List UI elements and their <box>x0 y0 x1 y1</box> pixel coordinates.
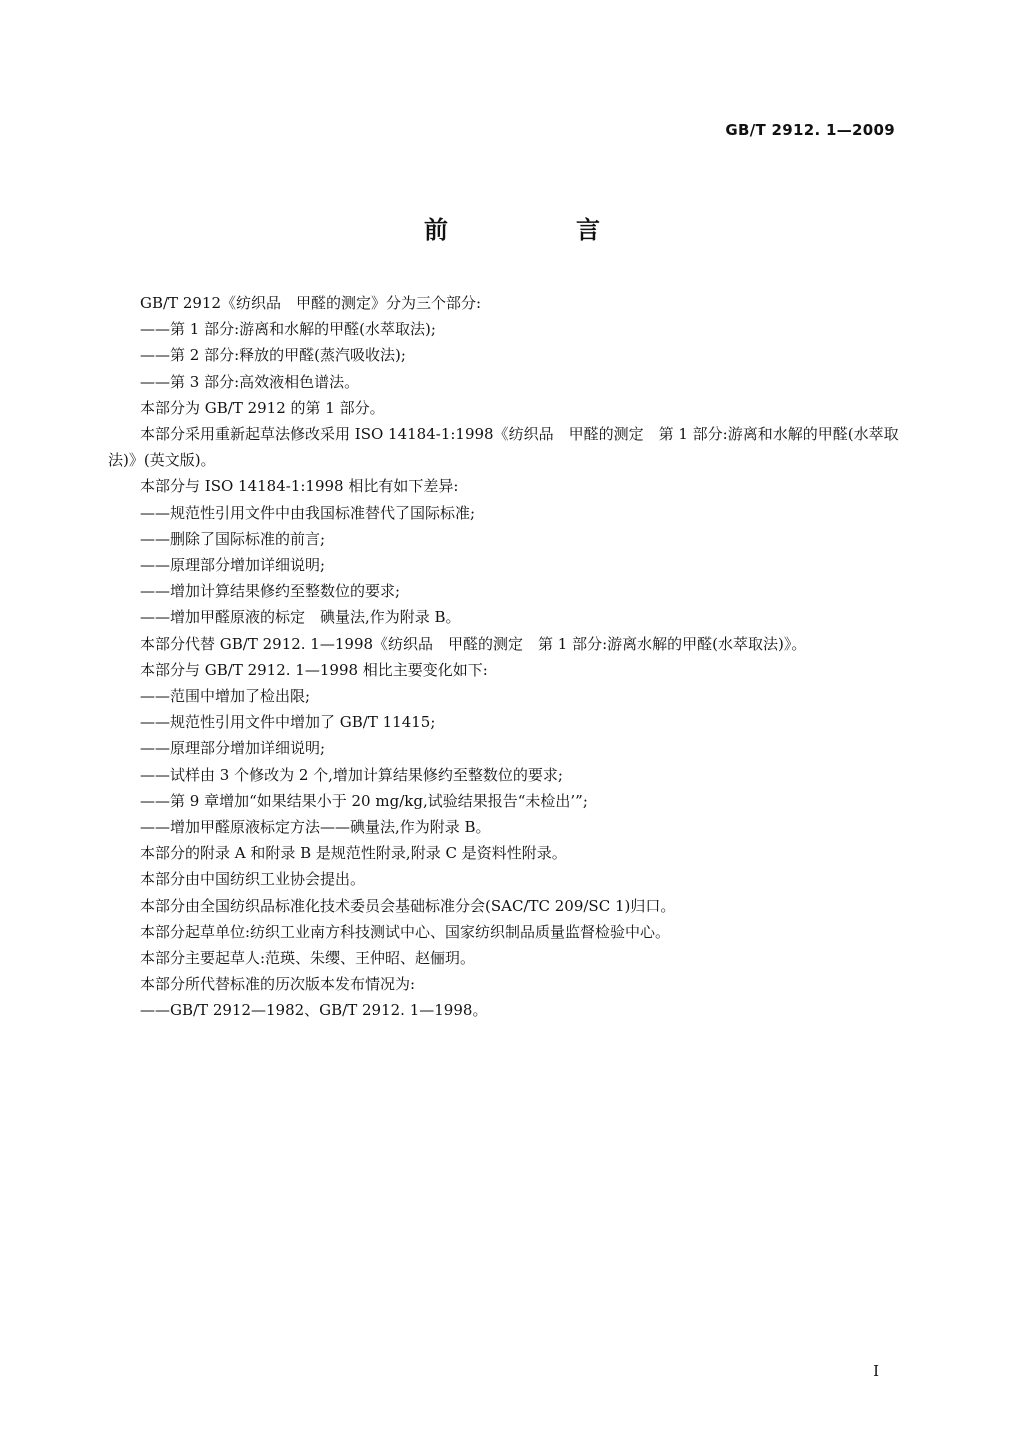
list-item: ——范围中增加了检出限; <box>140 687 311 706</box>
paragraph: 本部分主要起草人:范瑛、朱缨、王仲昭、赵俪玥。 <box>140 949 476 968</box>
list-item: ——规范性引用文件中增加了 GB/T 11415; <box>140 713 436 732</box>
page-title: 前 言 <box>424 216 652 244</box>
list-item: ——增加计算结果修约至整数位的要求; <box>140 582 401 601</box>
paragraph: 本部分由全国纺织品标准化技术委员会基础标准分会(SAC/TC 209/SC 1)归口。 <box>140 896 676 915</box>
paragraph: 本部分代替 GB/T 2912. 1—1998《纺织品 甲醛的测定 第 1 部分:游离水解的甲醛(水萃取法)》。 <box>140 634 807 653</box>
paragraph: 本部分所代替标准的历次版本发布情况为: <box>140 975 416 994</box>
list-item: ——试样由 3 个修改为 2 个,增加计算结果修约至整数位的要求; <box>140 765 563 784</box>
list-item: ——原理部分增加详细说明; <box>140 739 326 758</box>
page-number: I <box>873 1362 879 1380</box>
list-item: ——第 3 部分:高效液相色谱法。 <box>140 372 360 391</box>
list-item: ——原理部分增加详细说明; <box>140 556 326 575</box>
paragraph: 本部分起草单位:纺织工业南方科技测试中心、国家纺织制品质量监督检验中心。 <box>140 922 671 941</box>
list-item: ——第 9 章增加“如果结果小于 20 mg/kg,试验结果报告“未检出’”; <box>140 791 588 810</box>
paragraph: 本部分由中国纺织工业协会提出。 <box>140 870 366 889</box>
paragraph: 本部分与 GB/T 2912. 1—1998 相比主要变化如下: <box>140 660 488 679</box>
list-item: ——删除了国际标准的前言; <box>140 529 326 548</box>
standard-code: GB/T 2912. 1—2009 <box>725 121 895 139</box>
list-item: ——第 1 部分:游离和水解的甲醛(水萃取法); <box>140 320 436 339</box>
list-item: ——GB/T 2912—1982、GB/T 2912. 1—1998。 <box>140 1001 488 1020</box>
list-item: ——增加甲醛原液的标定 碘量法,作为附录 B。 <box>140 608 461 627</box>
paragraph: 本部分为 GB/T 2912 的第 1 部分。 <box>140 398 385 417</box>
paragraph: GB/T 2912《纺织品 甲醛的测定》分为三个部分: <box>140 294 482 312</box>
paragraph: 本部分的附录 A 和附录 B 是规范性附录,附录 C 是资料性附录。 <box>140 844 567 863</box>
paragraph: 本部分与 ISO 14184-1:1998 相比有如下差异: <box>140 477 459 496</box>
foreword-body <box>108 290 908 1024</box>
list-item: ——第 2 部分:释放的甲醛(蒸汽吸收法); <box>140 346 406 365</box>
list-item: ——规范性引用文件中由我国标准替代了国际标准; <box>140 503 476 522</box>
list-item: ——增加甲醛原液标定方法——碘量法,作为附录 B。 <box>140 818 491 837</box>
paragraph: 本部分采用重新起草法修改采用 ISO 14184-1:1998《纺织品 甲醛的测定 第 1 部分:游离和水解的甲醛(水萃取法)》(英文版)。 <box>108 425 899 470</box>
